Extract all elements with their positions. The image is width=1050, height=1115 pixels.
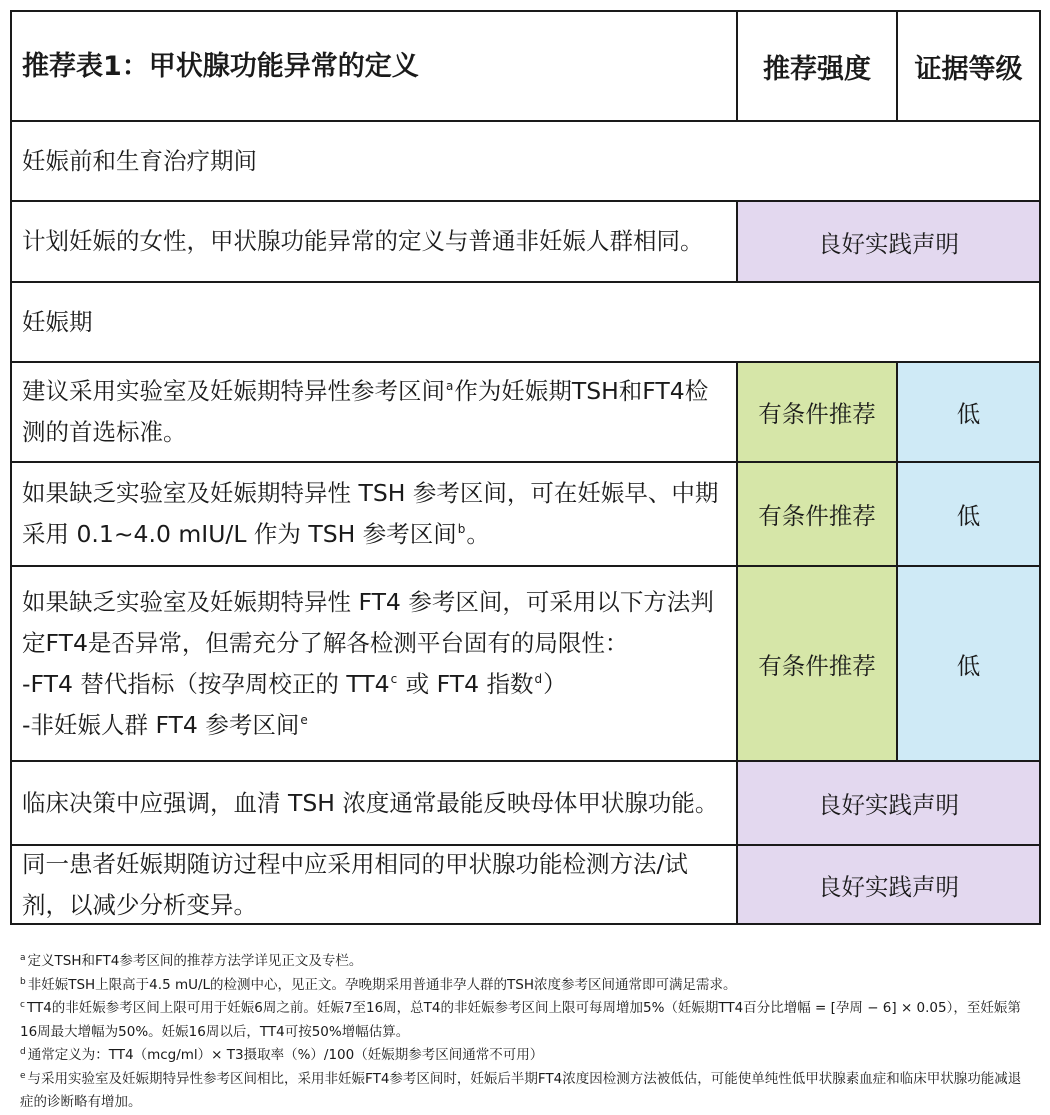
recommendation-text: 临床决策中应强调，血清 TSH 浓度通常最能反映母体甲状腺功能。: [22, 788, 719, 817]
table-title: 推荐表1：甲状腺功能异常的定义: [22, 50, 419, 82]
footnote-e: $^e$ 与采用实验室及妊娠期特异性参考区间相比，采用非妊娠FT4参考区间时，妊娠后半期FT4浓度因检测方法被低估，可能使单纯性低甲状腺素血症和临床甲状腺功能减退症的诊断略有增加。: [20, 1070, 1022, 1110]
table-row: [12, 361, 1039, 461]
recommendation-text: 计划妊娠的女性，甲状腺功能异常的定义与普通非妊娠人群相同。: [22, 227, 704, 255]
strength-cell: 良好实践声明: [736, 202, 1039, 281]
recommendation-text: 如果缺乏实验室及妊娠期特异性 FT4 参考区间，可采用以下方法判定FT4是否异常，但需充分了解各检测平台固有的局限性： -FT4 替代指标（按孕周校正的 TT4$^c$ 或 FT4 指数$^d$） -非妊娠人群 FT4 参考区间$^e$: [22, 587, 714, 739]
recommendation-table: [10, 10, 1041, 925]
strength-cell: 良好实践声明: [736, 762, 1039, 844]
footnote-a: $^a$ 定义TSH和FT4参考区间的推荐方法学详见正文及专栏。: [20, 953, 363, 969]
strength-cell: 有条件推荐: [736, 363, 896, 461]
section-title: 妊娠期: [22, 307, 93, 336]
evidence-cell: 低: [896, 567, 1039, 760]
footnote-ref: b: [457, 522, 466, 536]
section-title: 妊娠前和生育治疗期间: [22, 146, 257, 175]
header-evidence: 证据等级: [896, 12, 1039, 120]
footnote-ref: d: [534, 671, 543, 686]
table-row: [12, 760, 1039, 844]
footnote-d: $^d$ 通常定义为：TT4（mcg/ml）× T3摄取率（%）/100（妊娠期参考区间通常不可用）: [20, 1047, 544, 1063]
footnote-ref: a: [446, 379, 454, 393]
strength-cell: 良好实践声明: [736, 846, 1039, 923]
section-row-pre-pregnancy: [12, 120, 1039, 200]
table-row: [12, 565, 1039, 760]
footnote-c: $^c$ TT4的非妊娠参考区间上限可用于妊娠6周之前。妊娠7至16周，总T4的非妊娠参考区间上限可每周增加5%（妊娠期TT4百分比增幅 = [孕周 − 6] × 0.05），至妊娠第16周最大增幅为50%。妊娠16周以后，TT4可按50%增幅估算。: [20, 1000, 1021, 1040]
evidence-cell: 低: [896, 363, 1039, 461]
strength-cell: 有条件推荐: [736, 567, 896, 760]
strength-cell: 有条件推荐: [736, 463, 896, 565]
table-row: [12, 844, 1039, 923]
evidence-cell: 低: [896, 463, 1039, 565]
table-row: [12, 200, 1039, 281]
recommendation-text: 建议采用实验室及妊娠期特异性参考区间$^a$作为妊娠期TSH和FT4检测的首选标准。: [22, 377, 709, 446]
footnotes: [20, 950, 1030, 1115]
recommendation-text: 如果缺乏实验室及妊娠期特异性 TSH 参考区间，可在妊娠早、中期采用 0.1~4.0 mIU/L 作为 TSH 参考区间$^b$。: [22, 479, 719, 548]
footnote-ref: e: [300, 712, 308, 727]
footnote-ref: c: [390, 671, 398, 686]
recommendation-text: 同一患者妊娠期随访过程中应采用相同的甲状腺功能检测方法/试剂，以减少分析变异。: [22, 849, 688, 919]
header-strength: 推荐强度: [736, 12, 896, 120]
table-row: [12, 461, 1039, 565]
table-header-row: [12, 12, 1039, 120]
section-row-pregnancy: [12, 281, 1039, 361]
footnote-b: $^b$ 非妊娠TSH上限高于4.5 mU/L的检测中心，见正文。孕晚期采用普通非孕人群的TSH浓度参考区间通常即可满足需求。: [20, 976, 737, 993]
